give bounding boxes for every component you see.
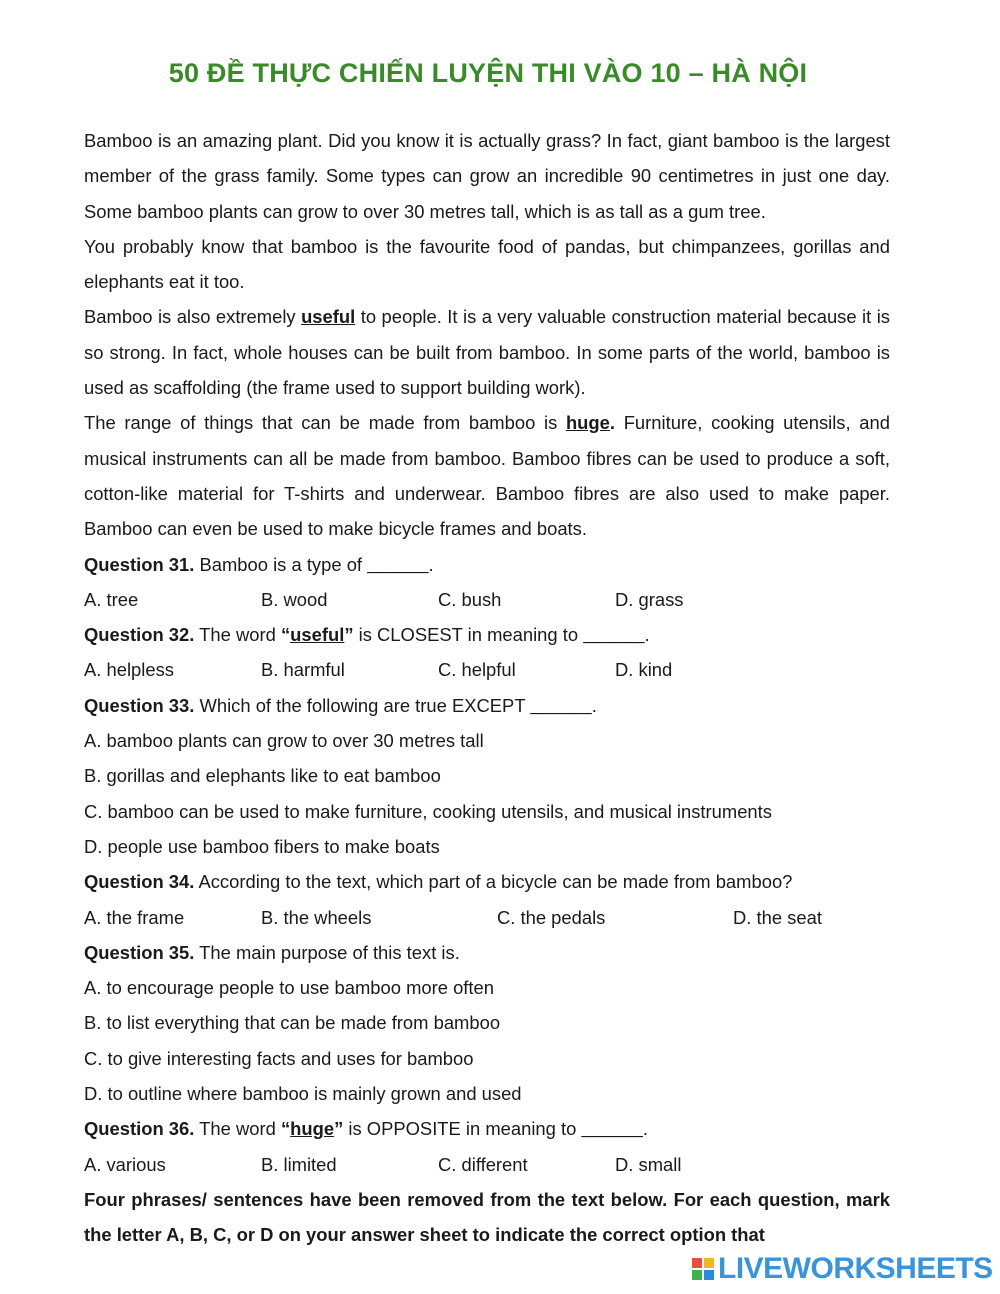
option-d[interactable]: D. to outline where bamboo is mainly grown and used: [84, 1083, 522, 1105]
option-d[interactable]: D. kind: [615, 659, 673, 681]
question-32: [84, 617, 890, 652]
option-b[interactable]: B. limited: [261, 1153, 337, 1175]
logo-square-red: [692, 1258, 702, 1268]
option-b[interactable]: B. harmful: [261, 659, 345, 681]
answer-blank[interactable]: ______: [583, 624, 645, 646]
question-text: According to the text, which part of a bicycle can be made from bamboo?: [194, 871, 793, 893]
text-span: to people. It is a very valuable construction material because it is so strong. In fact, whole houses can be built from bamboo. In some parts of the world, bamboo is used as scaffolding (the frame used to support building work).: [84, 306, 890, 399]
text-span: “: [280, 624, 291, 646]
option-b[interactable]: B. the wheels: [261, 906, 372, 928]
question-text: Which of the following are true EXCEPT: [194, 694, 531, 716]
keyword: huge: [290, 1118, 335, 1140]
option-c[interactable]: C. bamboo can be used to make furniture, cooking utensils, and musical instruments: [84, 800, 772, 822]
text-span: The range of things that can be made from bamboo is: [84, 412, 566, 434]
question-text: The word: [194, 1118, 281, 1140]
passage-paragraph-2: You probably know that bamboo is the favourite food of pandas, but chimpanzees, gorillas and elephants eat it too.: [84, 235, 890, 293]
question-text: The word: [194, 624, 281, 646]
question-text: Bamboo is a type of: [194, 553, 368, 575]
document-body: [84, 123, 890, 1253]
question-text: is CLOSEST in meaning to: [353, 624, 584, 646]
question-36: [84, 1111, 890, 1146]
keyword: useful: [290, 624, 345, 646]
option-a[interactable]: A. various: [84, 1153, 166, 1175]
text-span: .: [642, 1118, 648, 1140]
liveworksheets-logo-icon: [692, 1258, 714, 1280]
answer-blank[interactable]: ______: [530, 694, 592, 716]
keyword-useful: useful: [301, 306, 356, 328]
text-span: .: [591, 694, 597, 716]
question-36-options: [84, 1147, 890, 1182]
option-a[interactable]: A. the frame: [84, 906, 185, 928]
option-b[interactable]: B. gorillas and elephants like to eat bamboo: [84, 765, 441, 787]
text-span: .: [609, 412, 616, 434]
logo-square-blue: [704, 1270, 714, 1280]
answer-blank[interactable]: ______: [367, 553, 429, 575]
question-35: [84, 935, 890, 970]
option-a[interactable]: A. to encourage people to use bamboo more often: [84, 977, 494, 999]
option-c[interactable]: C. the pedals: [497, 906, 606, 928]
question-text: The main purpose of this text is.: [194, 941, 460, 963]
text-span: ”: [334, 1118, 344, 1140]
instruction-text: Four phrases/ sentences have been removed from the text below. For each question, mark the letter A, B, C, or D on your answer sheet to indicate the correct option that: [84, 1188, 890, 1246]
passage-paragraph-1: Bamboo is an amazing plant. Did you know it is actually grass? In fact, giant bamboo is the largest member of the grass family. Some types can grow an incredible 90 centimetres in just one day. Some bamboo plants can grow to over 30 metres tall, which is as tall as a gum tree.: [84, 130, 890, 222]
option-a[interactable]: A. tree: [84, 588, 139, 610]
passage-paragraph-3: [84, 299, 890, 405]
logo-square-yellow: [704, 1258, 714, 1268]
question-label: Question 34.: [84, 871, 195, 893]
question-33: [84, 688, 890, 723]
logo-square-green: [692, 1270, 702, 1280]
option-d[interactable]: D. people use bamboo fibers to make boats: [84, 835, 440, 857]
question-label: Question 33.: [84, 694, 195, 716]
question-34: [84, 864, 890, 899]
page-title: 50 ĐỀ THỰC CHIẾN LUYỆN THI VÀO 10 – HÀ NỘI: [168, 58, 808, 88]
watermark-text: LIVEWORKSHEETS: [718, 1252, 993, 1285]
question-31-options: [84, 582, 890, 617]
question-31: [84, 547, 890, 582]
text-span: .: [428, 553, 434, 575]
question-label: Question 32.: [84, 624, 195, 646]
keyword-huge: huge: [565, 412, 610, 434]
question-label: Question 36.: [84, 1118, 195, 1140]
option-c[interactable]: C. bush: [438, 588, 502, 610]
text-span: ”: [344, 624, 354, 646]
option-d[interactable]: D. grass: [615, 588, 684, 610]
answer-blank[interactable]: ______: [581, 1118, 643, 1140]
option-c[interactable]: C. different: [438, 1153, 528, 1175]
liveworksheets-watermark: [692, 1252, 993, 1286]
option-d[interactable]: D. small: [615, 1153, 682, 1175]
text-span: Bamboo is also extremely: [84, 306, 302, 328]
question-label: Question 35.: [84, 941, 195, 963]
option-a[interactable]: A. helpless: [84, 659, 174, 681]
option-b[interactable]: B. to list everything that can be made from bamboo: [84, 1012, 501, 1034]
question-text: is OPPOSITE in meaning to: [343, 1118, 582, 1140]
question-34-options: [84, 900, 890, 935]
option-c[interactable]: C. helpful: [438, 659, 516, 681]
text-span: “: [280, 1118, 291, 1140]
question-32-options: [84, 652, 890, 687]
option-d[interactable]: D. the seat: [733, 906, 822, 928]
section-instruction: [84, 1182, 890, 1253]
option-b[interactable]: B. wood: [261, 588, 328, 610]
text-span: Furniture, cooking utensils, and musical instruments can all be made from bamboo. Bamboo fibres can be used to produce a soft, cotton-like material for T-shirts and underwear. Bamboo fibres are also used to make paper. Bamboo can even be used to make bicycle frames and boats.: [84, 412, 890, 540]
passage-paragraph-4: [84, 405, 890, 546]
text-span: .: [644, 624, 650, 646]
question-label: Question 31.: [84, 553, 195, 575]
option-a[interactable]: A. bamboo plants can grow to over 30 metres tall: [84, 730, 484, 752]
option-c[interactable]: C. to give interesting facts and uses for bamboo: [84, 1047, 474, 1069]
